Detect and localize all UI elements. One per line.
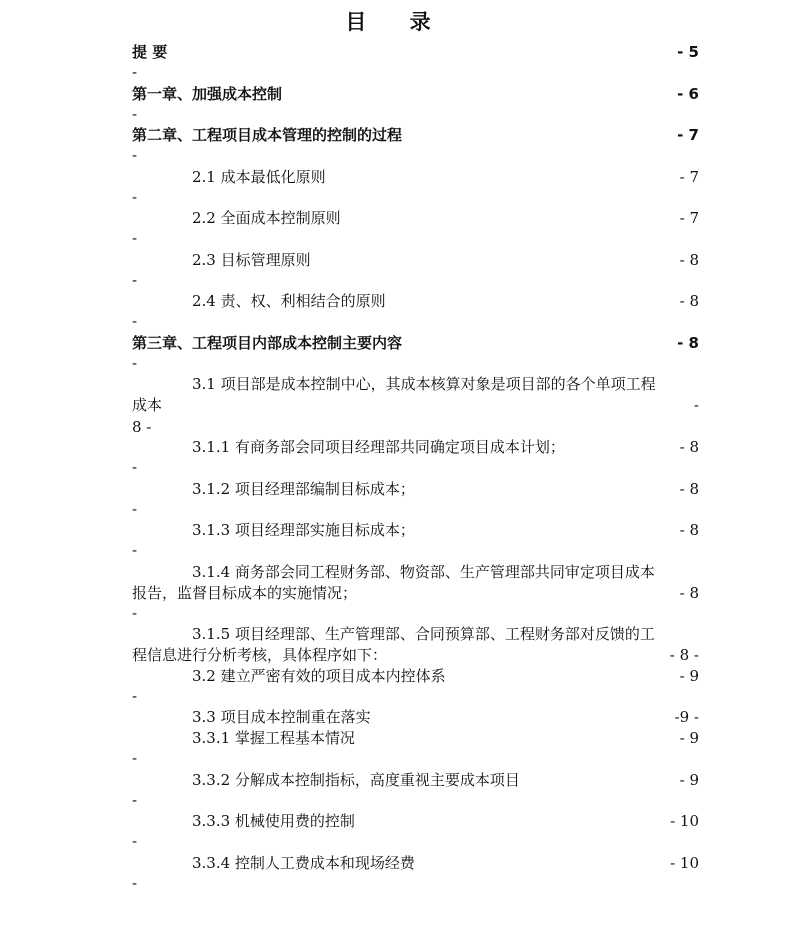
- toc-title: 目 录: [345, 9, 449, 34]
- toc-entry-text: 3.3.2 分解成本控制指标，高度重视主要成本项目: [192, 771, 520, 789]
- toc-entry-text: 3.3 项目成本控制重在落实: [192, 708, 371, 726]
- toc-entry-page: - 7: [677, 126, 699, 144]
- toc-entry-text: 3.1.3 项目经理部实施目标成本；: [192, 521, 415, 539]
- toc-entry-page: - 10: [670, 854, 699, 872]
- toc-entry-text: 提 要: [132, 43, 168, 61]
- toc-trailing-dash: -: [132, 687, 138, 705]
- toc-trailing-dash: -: [132, 832, 138, 850]
- toc-entry-page: - 9: [679, 729, 699, 747]
- toc-entry[interactable]: [132, 623, 699, 645]
- toc-entry-continuation: [132, 644, 699, 666]
- toc-entry[interactable]: [132, 478, 699, 500]
- toc-entry-text: 2.1 成本最低化原则: [192, 168, 326, 186]
- toc-entry[interactable]: [132, 706, 699, 728]
- toc-trailing-dash: -: [132, 541, 138, 559]
- toc-entry[interactable]: [132, 727, 699, 749]
- toc-entry[interactable]: [132, 810, 699, 832]
- toc-entry-page: - 6: [677, 85, 699, 103]
- toc-entry-page: - 8 -: [669, 646, 699, 664]
- toc-entry-text: 3.1 项目部是成本控制中心，其成本核算对象是项目部的各个单项工程: [192, 375, 656, 393]
- toc-entry-page: - 8: [679, 251, 699, 269]
- toc-entry-text: 第一章、加强成本控制: [132, 85, 283, 103]
- toc-trailing-dash: -: [132, 63, 138, 81]
- toc-trailing-dash: -: [132, 188, 138, 206]
- toc-entry-text: 3.3.1 掌握工程基本情况: [192, 729, 355, 747]
- toc-entry-text: 3.1.2 项目经理部编制目标成本；: [192, 480, 415, 498]
- toc-entry-page: - 9: [679, 667, 699, 685]
- toc-entry[interactable]: [132, 207, 699, 229]
- toc-entry-page: - 8: [679, 480, 699, 498]
- toc-entry[interactable]: [132, 561, 699, 583]
- toc-entry[interactable]: [132, 373, 699, 395]
- toc-entry-page: - 7: [679, 168, 699, 186]
- toc-entry[interactable]: [132, 436, 699, 458]
- toc-entry-text: 3.2 建立严密有效的项目成本内控体系: [192, 667, 446, 685]
- toc-entry[interactable]: [132, 290, 699, 312]
- toc-trailing-dash: -: [132, 791, 138, 809]
- toc-trailing-dash: -: [132, 604, 138, 622]
- toc-entry[interactable]: [132, 124, 699, 146]
- toc-entry[interactable]: [132, 332, 699, 354]
- toc-trailing-dash: -: [132, 500, 138, 518]
- toc-entry-page: - 8: [679, 521, 699, 539]
- toc-entry[interactable]: [132, 519, 699, 541]
- toc-entry[interactable]: [132, 166, 699, 188]
- toc-entry-text: 3.3.4 控制人工费成本和现场经费: [192, 854, 415, 872]
- toc-entry-page: - 8: [677, 334, 699, 352]
- toc-entry-page: -: [693, 396, 699, 414]
- toc-trailing-dash: -: [132, 354, 138, 372]
- toc-entry[interactable]: [132, 665, 699, 687]
- toc-trailing-dash: -: [132, 749, 138, 767]
- toc-entry-page-wrapped: 8 -: [132, 418, 152, 436]
- toc-entry[interactable]: [132, 769, 699, 791]
- toc-entry-cont-text: 程信息进行分析考核，具体程序如下：: [132, 646, 388, 664]
- toc-entry-text: 3.1.1 有商务部会同项目经理部共同确定项目成本计划；: [192, 438, 565, 456]
- toc-entry-text: 2.4 责、权、利相结合的原则: [192, 292, 386, 310]
- toc-trailing-dash: -: [132, 229, 138, 247]
- toc-trailing-dash: -: [132, 874, 138, 892]
- toc-entry-page: - 9: [679, 771, 699, 789]
- toc-entry[interactable]: [132, 249, 699, 271]
- toc-entry-text: 第二章、工程项目成本管理的控制的过程: [132, 126, 403, 144]
- toc-entry-cont-text: 成本: [132, 396, 163, 414]
- toc-trailing-dash: -: [132, 146, 138, 164]
- toc-entry-text: 3.1.5 项目经理部、生产管理部、合同预算部、工程财务部对反馈的工: [192, 625, 655, 643]
- toc-entry[interactable]: [132, 852, 699, 874]
- toc-entry-cont-text: 报告，监督目标成本的实施情况；: [132, 584, 358, 602]
- toc-trailing-dash: -: [132, 312, 138, 330]
- toc-entry-text: 3.1.4 商务部会同工程财务部、物资部、生产管理部共同审定项目成本: [192, 563, 655, 581]
- toc-entry-text: 第三章、工程项目内部成本控制主要内容: [132, 334, 403, 352]
- toc-trailing-dash: -: [132, 458, 138, 476]
- toc-entry-continuation: [132, 394, 699, 416]
- toc-entry-text: 2.2 全面成本控制原则: [192, 209, 341, 227]
- toc-entry[interactable]: [132, 41, 699, 63]
- toc-entry-text: 2.3 目标管理原则: [192, 251, 311, 269]
- toc-trailing-dash: -: [132, 271, 138, 289]
- toc-entry-page: - 7: [679, 209, 699, 227]
- toc-entry-page: -9 -: [674, 708, 699, 726]
- toc-entry-continuation: [132, 582, 699, 604]
- toc-entry-text: 3.3.3 机械使用费的控制: [192, 812, 355, 830]
- toc-entry[interactable]: [132, 83, 699, 105]
- toc-entry-page: - 8: [679, 584, 699, 602]
- toc-entry-page: - 5: [677, 43, 699, 61]
- toc-entry-page: - 8: [679, 292, 699, 310]
- toc-entry-page: - 8: [679, 438, 699, 456]
- toc-entry-page: - 10: [670, 812, 699, 830]
- toc-trailing-dash: -: [132, 105, 138, 123]
